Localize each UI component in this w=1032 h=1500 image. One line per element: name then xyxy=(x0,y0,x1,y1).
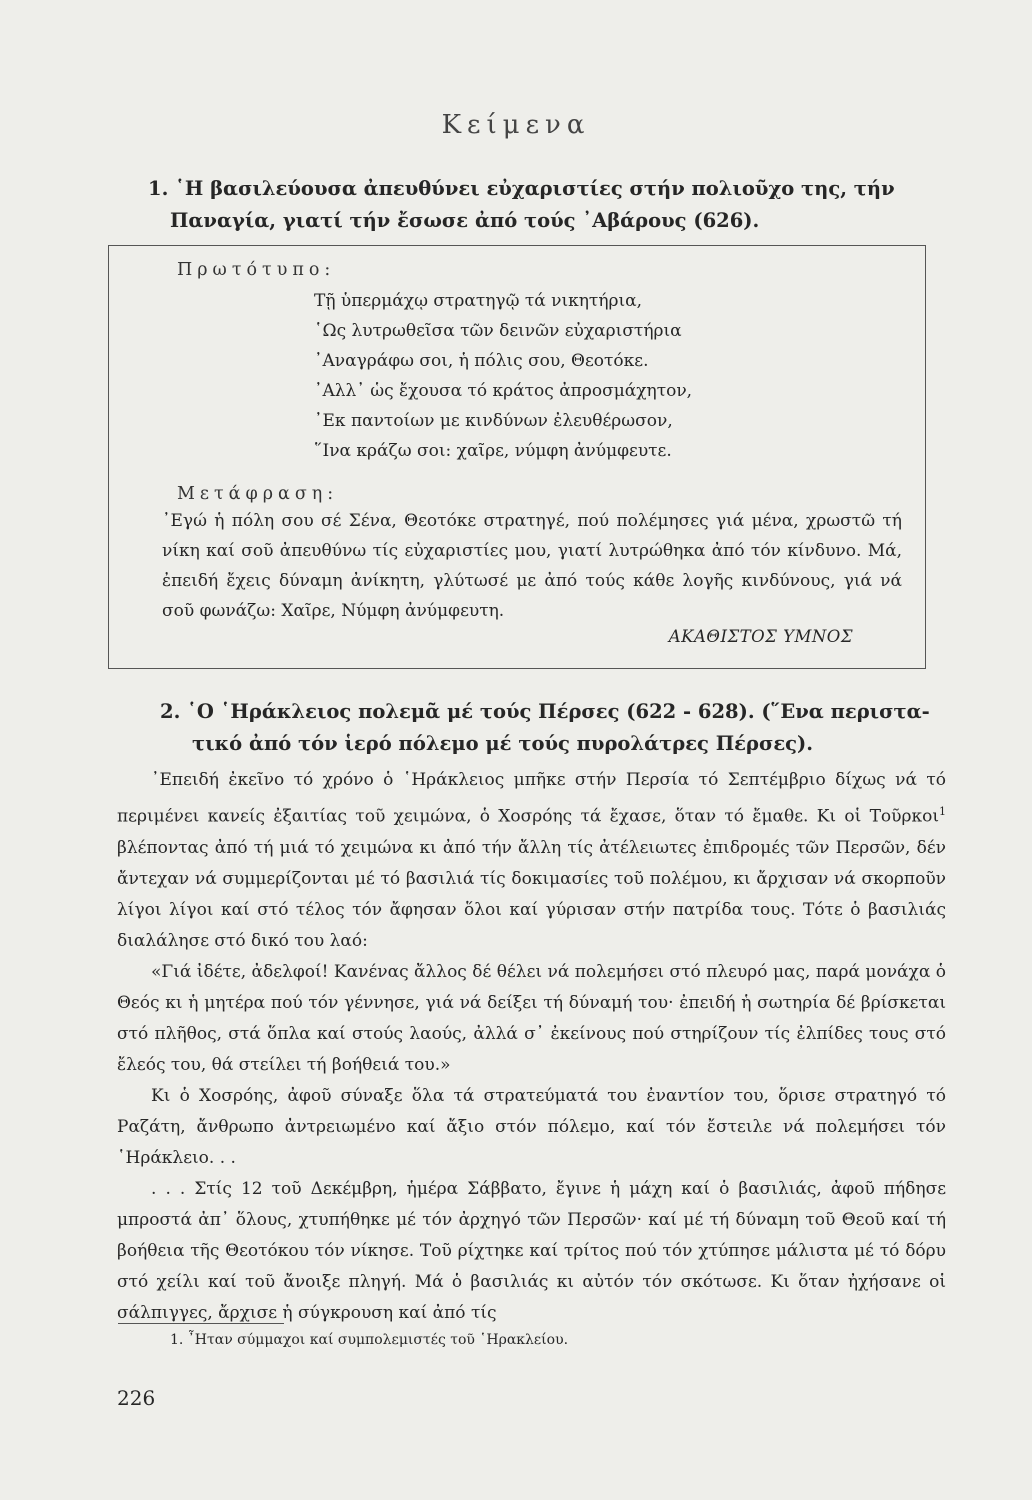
poem xyxy=(314,286,692,466)
translation-text: ᾿Εγώ ἡ πόλη σου σέ Σένα, Θεοτόκε στρατηγέ, πού πολέμησες γιά μένα, χρωστῶ τή νίκη καί σοῦ ἀπευθύνω τίς εὐχαριστίες μου, γιατί λυτρώθηκα ἀπό τόν κίνδυνο. Μά, ἐπειδή ἔχεις δύναμη ἀνίκητη, γλύτωσέ με ἀπό τούς κάθε λογῆς κινδύνους, γιά νά σοῦ φωνάζω: Χαῖρε, Νύμφη ἀνύμφευτη. xyxy=(162,511,902,621)
paragraph: «Γιά ἰδέτε, ἀδελφοί! Κανένας ἄλλος δέ θέλει νά πολεμήσει στό πλευρό μας, παρά μονάχα ὁ Θεός κι ἡ μητέρα πού τόν γέννησε, γιά νά δείξει τή δύναμή του· ἐπειδή ἡ σωτηρία δέ βρίσκεται στό πλῆθος, στά ὅπλα καί στούς λαούς, ἀλλά σ᾿ ἐκείνους πού στηρίζουν τίς ἐλπίδες τους στό ἔλεός του, θά στείλει τή βοήθειά του.» xyxy=(117,961,946,1075)
translation-label: Μετάφραση: xyxy=(177,484,339,504)
poem-line: ᾿Εκ παντοίων με κινδύνων ἐλευθέρωσον, xyxy=(314,411,673,431)
poem-line: ῞Ινα κράζω σοι: χαῖρε, νύμφη ἀνύμφευτε. xyxy=(314,441,672,461)
footnote-marker: 1 xyxy=(939,805,946,818)
section2-heading xyxy=(160,696,930,760)
footnote: 1. ῏Ηταν σύμμαχοι καί συμπολεμιστές τοῦ ῾Ηρακλείου. xyxy=(170,1332,569,1348)
footnote-divider xyxy=(118,1323,284,1324)
page-title: Κείμενα xyxy=(441,110,591,140)
paragraph: Κι ὁ Χοσρόης, ἀφοῦ σύναξε ὅλα τά στρατεύματά του ἐναντίον του, ὅρισε στρατηγό τό Ραζάτη, ἄνθρωπο ἀντρειωμένο καί ἄξιο στόν πόλεμο, καί τόν ἔστειλε νά πολεμήσει τόν ῾Ηράκλειο. . . xyxy=(117,1085,946,1168)
section2-body xyxy=(117,765,946,1329)
section1-heading xyxy=(148,173,895,237)
poem-line: ῾Ως λυτρωθεῖσα τῶν δεινῶν εὐχαριστήρια xyxy=(314,321,682,341)
paragraph: . . . Στίς 12 τοῦ Δεκέμβρη, ἡμέρα Σάββατο, ἔγινε ἡ μάχη καί ὁ βασιλιάς, ἀφοῦ πήδησε μπροστά ἀπ᾿ ὅλους, χτυπήθηκε μέ τόν ἀρχηγό τῶν Περσῶν· καί μέ τή δύναμη τοῦ Θεοῦ καί τή βοήθεια τῆς Θεοτόκου τόν νίκησε. Τοῦ ρίχτηκε καί τρίτος πού τόν χτύπησε μάλιστα μέ τό δόρυ στό χείλι καί τοῦ ἄνοιξε πληγή. Μά ὁ βασιλιάς κι αὐτόν τόν σκότωσε. Κι ὅταν ἠχήσανε οἱ σάλπιγγες, ἄρχισε ἡ σύγκρουση καί ἀπό τίς xyxy=(117,1178,946,1323)
poem-line: Τῇ ὑπερμάχῳ στρατηγῷ τά νικητήρια, xyxy=(314,291,643,311)
akathist-hymn-box xyxy=(108,245,926,669)
section2-heading-line1: 2. ῾Ο ῾Ηράκλειος πολεμᾶ μέ τούς Πέρσες (622 - 628). (῞Ενα περιστα- xyxy=(160,700,930,723)
original-label: Πρωτότυπο: xyxy=(177,260,336,280)
paragraph-text: βλέποντας ἀπό τή μιά τό χειμώνα κι ἀπό τήν ἄλλη τίς ἀτέλειωτες ἐπιδρομές τῶν Περσῶν, δέν ἄντεχαν νά συμμερίζονται μέ τό βασιλιά τίς δοκιμασίες τοῦ πολέμου, κι ἄρχισαν νά σκορποῦν λίγοι λίγοι καί στό τέλος τόν ἄφησαν ὅλοι καί γύρισαν στήν πατρίδα τους. Τότε ὁ βασιλιάς διαλάλησε στό δικό του λαό: xyxy=(117,837,946,951)
poem-line: ᾿Αλλ᾿ ὡς ἔχουσα τό κράτος ἀπροσμάχητον, xyxy=(314,381,693,401)
section1-heading-line2: Παναγία, γιατί τήν ἔσωσε ἀπό τούς ᾿Αβάρους (626). xyxy=(170,209,760,232)
section2-heading-line2: τικό ἀπό τόν ἱερό πόλεμο μέ τούς πυρολάτρες Πέρσες). xyxy=(192,732,814,755)
source-attribution: ΑΚΑΘΙΣΤΟΣ ΥΜΝΟΣ xyxy=(668,627,853,646)
poem-line: ᾿Αναγράφω σοι, ἡ πόλις σου, Θεοτόκε. xyxy=(314,351,649,371)
paragraph-text: ᾿Επειδή ἐκεῖνο τό χρόνο ὁ ῾Ηράκλειος μπῆκε στήν Περσία τό Σεπτέμβριο δίχως νά τό περιμένει κανείς ἐξαιτίας τοῦ χειμώνα, ὁ Χοσρόης τά ἔχασε, ὅταν τό ἔμαθε. Κι οἱ Τοῦρκοι xyxy=(117,770,946,827)
paragraph xyxy=(117,765,946,957)
page-number: 226 xyxy=(117,1386,156,1410)
section1-heading-line1: 1. ῾Η βασιλεύουσα ἀπευθύνει εὐχαριστίες στήν πολιοῦχο της, τήν xyxy=(148,177,895,200)
